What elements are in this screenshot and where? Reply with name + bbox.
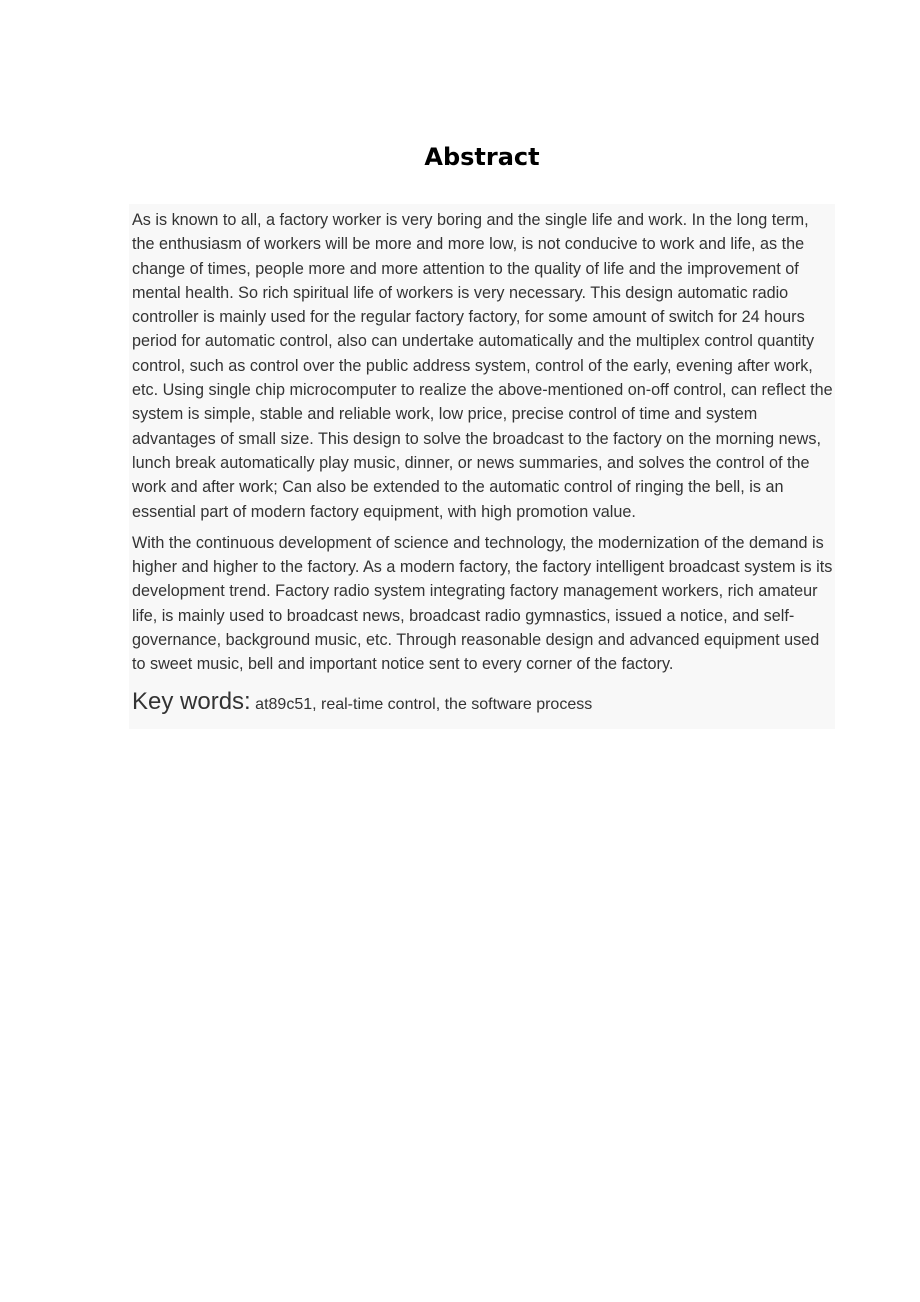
keywords-line xyxy=(132,687,833,720)
keywords-label: Key words: xyxy=(132,687,251,715)
abstract-body xyxy=(129,204,835,729)
abstract-paragraph-1: As is known to all, a factory worker is very boring and the single life and work. In the long term, the enthusiasm of workers will be more and more low, is not conducive to work and life, as the change of times, people more and more attention to the quality of life and the improvement of mental health. So rich spiritual life of workers is very necessary. This design automatic radio controller is mainly used for the regular factory factory, for some amount of switch for 24 hours period for automatic control, also can undertake automatically and the multiplex control quantity control, such as control over the public address system, control of the early, evening after work, etc. Using single chip microcomputer to realize the above-mentioned on-off control, can reflect the system is simple, stable and reliable work, low price, precise control of time and system advantages of small size. This design to solve the broadcast to the factory on the morning news, lunch break automatically play music, dinner, or news summaries, and solves the control of the work and after work; Can also be extended to the automatic control of ringing the bell, is an essential part of modern factory equipment, with high promotion value. xyxy=(132,211,833,521)
abstract-title: Abstract xyxy=(424,143,540,171)
abstract-paragraph-2: With the continuous development of science and technology, the modernization of the demand is higher and higher to the factory. As a modern factory, the factory intelligent broadcast system is its development trend. Factory radio system integrating factory management workers, rich amateur life, is mainly used to broadcast news, broadcast radio gymnastics, issued a notice, and self-governance, background music, etc. Through reasonable design and advanced equipment used to sweet music, bell and important notice sent to every corner of the factory. xyxy=(132,533,833,674)
keywords-values: at89c51, real-time control, the software process xyxy=(255,695,593,713)
